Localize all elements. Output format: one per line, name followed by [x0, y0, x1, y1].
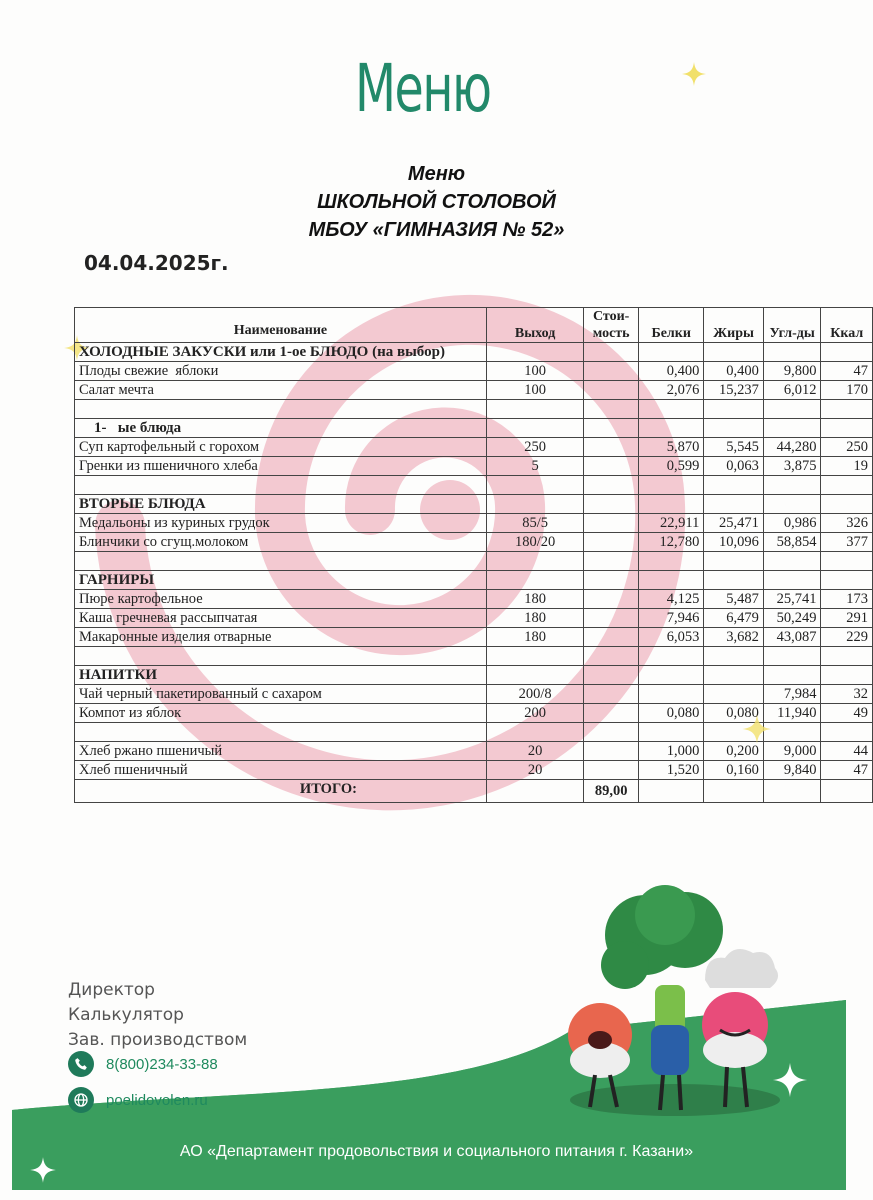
- col-header-cost: Стои-мость: [584, 308, 639, 343]
- cell-output: 100: [486, 362, 583, 381]
- table-row: [75, 761, 873, 780]
- cell-output: 180/20: [486, 533, 583, 552]
- col-header-kcal: Ккал: [821, 308, 873, 343]
- heading-line-3: МБОУ «ГИМНАЗИЯ № 52»: [308, 219, 565, 241]
- table-row: [75, 628, 873, 647]
- cell-protein: [638, 685, 703, 704]
- cell-carbs: 58,854: [763, 533, 821, 552]
- cell-fat: [704, 647, 763, 666]
- cell-output: 5: [486, 457, 583, 476]
- cell-protein: [638, 666, 703, 685]
- cell-cost: [584, 495, 639, 514]
- cell-cost: [584, 723, 639, 742]
- cell-kcal: 49: [821, 704, 873, 723]
- cell-cost: [584, 571, 639, 590]
- department-name: АО «Департамент продовольствия и социального питания г. Казани»: [179, 1143, 694, 1160]
- total-row: [75, 780, 873, 803]
- cell-cost: [584, 343, 639, 362]
- cell-carbs: 9,000: [763, 742, 821, 761]
- cell-kcal: [821, 647, 873, 666]
- cell-carbs: [763, 495, 821, 514]
- cell-cost: [584, 362, 639, 381]
- script-title: Меню: [355, 50, 491, 127]
- cell-protein: [638, 780, 703, 803]
- cell-cost: [584, 552, 639, 571]
- blank-row: [75, 400, 873, 419]
- cell-fat: 0,160: [704, 761, 763, 780]
- section-row: [75, 343, 873, 362]
- dish-name: Макаронные изделия отварные: [75, 628, 487, 647]
- cell-output: 20: [486, 742, 583, 761]
- cell-carbs: [763, 476, 821, 495]
- cell-output: [486, 419, 583, 438]
- cell-kcal: 47: [821, 362, 873, 381]
- cell-output: [486, 400, 583, 419]
- col-header-name: Наименование: [75, 308, 487, 343]
- cell-output: [486, 343, 583, 362]
- cell-cost: [584, 666, 639, 685]
- cell-fat: [704, 571, 763, 590]
- cell-carbs: [763, 647, 821, 666]
- cell-fat: [704, 495, 763, 514]
- dish-name: [75, 723, 487, 742]
- cell-kcal: 250: [821, 438, 873, 457]
- cell-kcal: 173: [821, 590, 873, 609]
- table-row: [75, 381, 873, 400]
- cell-kcal: [821, 723, 873, 742]
- cell-output: 200/8: [486, 685, 583, 704]
- cell-protein: [638, 552, 703, 571]
- total-label: ИТОГО:: [75, 780, 487, 803]
- cell-kcal: 229: [821, 628, 873, 647]
- cell-output: 180: [486, 609, 583, 628]
- cell-fat: 0,400: [704, 362, 763, 381]
- table-row: [75, 514, 873, 533]
- table-header-row: [75, 308, 873, 343]
- cell-kcal: [821, 343, 873, 362]
- cell-output: [486, 780, 583, 803]
- cell-kcal: 377: [821, 533, 873, 552]
- col-header-output: Выход: [486, 308, 583, 343]
- section-row: [75, 571, 873, 590]
- cell-carbs: 6,012: [763, 381, 821, 400]
- section-title: ВТОРЫЕ БЛЮДА: [75, 495, 487, 514]
- dish-name: [75, 400, 487, 419]
- cell-carbs: [763, 666, 821, 685]
- cell-carbs: 9,840: [763, 761, 821, 780]
- dish-name: [75, 476, 487, 495]
- cell-cost: [584, 609, 639, 628]
- cell-kcal: 326: [821, 514, 873, 533]
- phone-icon: [68, 1051, 94, 1077]
- cell-kcal: 291: [821, 609, 873, 628]
- cell-cost: [584, 476, 639, 495]
- dish-name: Компот из яблок: [75, 704, 487, 723]
- cell-protein: 4,125: [638, 590, 703, 609]
- cell-protein: 0,080: [638, 704, 703, 723]
- cell-cost: [584, 628, 639, 647]
- section-title: 1- ые блюда: [75, 419, 487, 438]
- signatures-block: [68, 978, 247, 1053]
- dish-name: Блинчики со сгущ.молоком: [75, 533, 487, 552]
- section-title: ГАРНИРЫ: [75, 571, 487, 590]
- cell-cost: [584, 685, 639, 704]
- cell-fat: [704, 419, 763, 438]
- cell-carbs: 44,280: [763, 438, 821, 457]
- cell-fat: 3,682: [704, 628, 763, 647]
- cell-kcal: 32: [821, 685, 873, 704]
- cell-carbs: 3,875: [763, 457, 821, 476]
- section-title: НАПИТКИ: [75, 666, 487, 685]
- cell-protein: [638, 647, 703, 666]
- cell-kcal: [821, 476, 873, 495]
- cell-protein: 5,870: [638, 438, 703, 457]
- section-row: [75, 419, 873, 438]
- cell-carbs: [763, 780, 821, 803]
- cell-output: 200: [486, 704, 583, 723]
- section-row: [75, 495, 873, 514]
- heading-line-2: ШКОЛЬНОЙ СТОЛОВОЙ: [317, 191, 556, 213]
- cell-cost: [584, 761, 639, 780]
- cell-fat: [704, 666, 763, 685]
- cell-cost: [584, 704, 639, 723]
- menu-date: 04.04.2025г.: [84, 251, 229, 275]
- cell-cost: [584, 457, 639, 476]
- dish-name: Пюре картофельное: [75, 590, 487, 609]
- cell-protein: [638, 723, 703, 742]
- cell-carbs: [763, 571, 821, 590]
- dish-name: Медальоны из куриных грудок: [75, 514, 487, 533]
- dish-name: Гренки из пшеничного хлеба: [75, 457, 487, 476]
- cell-protein: [638, 343, 703, 362]
- cell-cost: [584, 381, 639, 400]
- cell-fat: [704, 552, 763, 571]
- dish-name: Салат мечта: [75, 381, 487, 400]
- signature-calculator: Калькулятор: [68, 1005, 184, 1025]
- cell-cost: [584, 647, 639, 666]
- cell-protein: 2,076: [638, 381, 703, 400]
- cell-protein: [638, 571, 703, 590]
- signature-director: Директор: [68, 980, 155, 1000]
- cell-fat: 25,471: [704, 514, 763, 533]
- table-row: [75, 609, 873, 628]
- col-header-carbs: Угл-ды: [763, 308, 821, 343]
- cell-fat: [704, 780, 763, 803]
- cell-carbs: 0,986: [763, 514, 821, 533]
- cell-carbs: 7,984: [763, 685, 821, 704]
- cell-cost: [584, 533, 639, 552]
- cell-carbs: 43,087: [763, 628, 821, 647]
- cell-fat: 15,237: [704, 381, 763, 400]
- cell-output: 85/5: [486, 514, 583, 533]
- cell-fat: 0,080: [704, 704, 763, 723]
- cell-protein: [638, 419, 703, 438]
- cell-kcal: [821, 666, 873, 685]
- cell-output: 20: [486, 761, 583, 780]
- cell-protein: 6,053: [638, 628, 703, 647]
- cell-output: [486, 723, 583, 742]
- cell-carbs: [763, 343, 821, 362]
- cell-protein: [638, 495, 703, 514]
- website-link[interactable]: poelidovolen.ru: [106, 1091, 208, 1109]
- cell-fat: [704, 685, 763, 704]
- dish-name: [75, 647, 487, 666]
- dish-name: Хлеб пшеничный: [75, 761, 487, 780]
- website-contact[interactable]: [68, 1087, 208, 1113]
- cell-carbs: 25,741: [763, 590, 821, 609]
- dish-name: Каша гречневая рассыпчатая: [75, 609, 487, 628]
- cell-output: [486, 647, 583, 666]
- cell-protein: 12,780: [638, 533, 703, 552]
- cell-kcal: [821, 571, 873, 590]
- sparkle-icon: [770, 1060, 810, 1100]
- globe-icon: [68, 1087, 94, 1113]
- dish-name: Плоды свежие яблоки: [75, 362, 487, 381]
- cell-kcal: [821, 552, 873, 571]
- cell-fat: 6,479: [704, 609, 763, 628]
- cell-protein: [638, 476, 703, 495]
- cell-protein: 1,520: [638, 761, 703, 780]
- cell-carbs: [763, 552, 821, 571]
- cell-kcal: 44: [821, 742, 873, 761]
- cell-cost: [584, 438, 639, 457]
- table-row: [75, 438, 873, 457]
- cell-cost: [584, 400, 639, 419]
- cell-fat: 10,096: [704, 533, 763, 552]
- cell-output: 180: [486, 590, 583, 609]
- cell-output: 100: [486, 381, 583, 400]
- heading-line-1: Меню: [407, 163, 466, 185]
- cell-output: [486, 571, 583, 590]
- cell-cost: [584, 742, 639, 761]
- cell-fat: 0,063: [704, 457, 763, 476]
- cell-protein: 1,000: [638, 742, 703, 761]
- cell-kcal: 170: [821, 381, 873, 400]
- cell-kcal: [821, 400, 873, 419]
- cell-kcal: 47: [821, 761, 873, 780]
- cell-output: [486, 552, 583, 571]
- col-header-fat: Жиры: [704, 308, 763, 343]
- sparkle-icon: [740, 712, 774, 746]
- cell-output: [486, 476, 583, 495]
- signature-production-head: Зав. производством: [68, 1030, 248, 1050]
- cell-cost: [584, 590, 639, 609]
- vegetable-chef-characters-illustration: [555, 885, 795, 1125]
- section-title: ХОЛОДНЫЕ ЗАКУСКИ или 1-ое БЛЮДО (на выбор): [75, 343, 487, 362]
- cell-output: 250: [486, 438, 583, 457]
- blank-row: [75, 476, 873, 495]
- cell-kcal: [821, 780, 873, 803]
- phone-number[interactable]: 8(800)234-33-88: [106, 1055, 218, 1073]
- cell-cost: [584, 514, 639, 533]
- cell-kcal: 19: [821, 457, 873, 476]
- cell-carbs: 50,249: [763, 609, 821, 628]
- cell-cost: [584, 419, 639, 438]
- cell-protein: 0,400: [638, 362, 703, 381]
- dish-name: Хлеб ржано пшеничый: [75, 742, 487, 761]
- phone-contact[interactable]: [68, 1051, 218, 1077]
- blank-row: [75, 552, 873, 571]
- dish-name: [75, 552, 487, 571]
- cell-fat: [704, 476, 763, 495]
- cell-fat: [704, 400, 763, 419]
- cell-carbs: 11,940: [763, 704, 821, 723]
- cell-output: [486, 666, 583, 685]
- cell-output: [486, 495, 583, 514]
- table-row: [75, 533, 873, 552]
- cell-carbs: [763, 400, 821, 419]
- sparkle-icon: [680, 60, 708, 88]
- dish-name: Суп картофельный с горохом: [75, 438, 487, 457]
- table-row: [75, 457, 873, 476]
- cell-carbs: 9,800: [763, 362, 821, 381]
- table-row: [75, 590, 873, 609]
- cell-fat: 5,545: [704, 438, 763, 457]
- cell-protein: 22,911: [638, 514, 703, 533]
- cell-fat: [704, 343, 763, 362]
- cell-protein: 7,946: [638, 609, 703, 628]
- total-cost: 89,00: [584, 780, 639, 803]
- cell-protein: 0,599: [638, 457, 703, 476]
- cell-kcal: [821, 495, 873, 514]
- cell-kcal: [821, 419, 873, 438]
- col-header-protein: Белки: [638, 308, 703, 343]
- cell-fat: 5,487: [704, 590, 763, 609]
- table-row: [75, 362, 873, 381]
- dish-name: Чай черный пакетированный с сахаром: [75, 685, 487, 704]
- cell-carbs: [763, 419, 821, 438]
- table-row: [75, 685, 873, 704]
- section-row: [75, 666, 873, 685]
- blank-row: [75, 647, 873, 666]
- cell-protein: [638, 400, 703, 419]
- cell-fat: 0,200: [704, 742, 763, 761]
- cell-output: 180: [486, 628, 583, 647]
